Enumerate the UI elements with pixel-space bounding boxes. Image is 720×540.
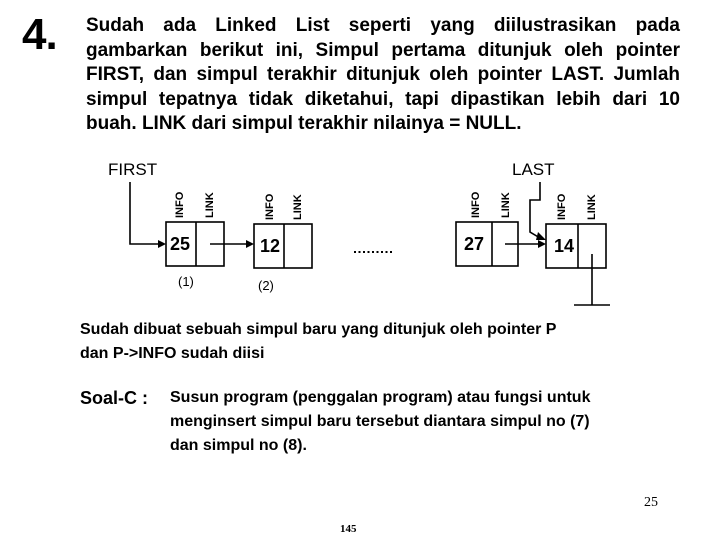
node-4-info-label: INFO xyxy=(556,193,568,220)
slide-number: 25 xyxy=(644,495,658,510)
question-text: Sudah ada Linked List seperti yang diilustrasikan pada gambarkan berikut ini, Simpul pertama ditunjuk oleh pointer FIRST, dan simpul terakhir ditunjuk oleh pointer LAST. Jumlah simpul tepatnya tidak diketahui, tapi dipastikan lebih dari 10 buah. LINK dari simpul terakhir nilainya = NULL. xyxy=(86,15,680,134)
last-arrowhead xyxy=(536,232,546,240)
node-1-info-label: INFO xyxy=(174,191,186,218)
node-2-link-label: LINK xyxy=(292,194,304,220)
node-2-info-label: INFO xyxy=(264,193,276,220)
first-label: FIRST xyxy=(108,160,158,179)
node-1-caption: (1) xyxy=(178,274,194,289)
soal-line-2: menginsert simpul baru tersebut diantara simpul no (7) xyxy=(170,413,590,430)
statement-line-1: Sudah dibuat sebuah simpul baru yang ditunjuk oleh pointer P xyxy=(80,321,557,338)
node-1-link-label: LINK xyxy=(204,192,216,218)
node-4-link-label: LINK xyxy=(586,194,598,220)
node-2-caption: (2) xyxy=(258,278,274,293)
last-label: LAST xyxy=(512,160,555,179)
node-3-value: 27 xyxy=(464,234,485,254)
question-number: 4. xyxy=(22,10,57,59)
statement-line-2: dan P->INFO sudah diisi xyxy=(80,345,265,362)
link-arrowhead-2 xyxy=(538,240,546,248)
soal-line-1: Susun program (penggalan program) atau fungsi untuk xyxy=(170,389,591,406)
soal-line-3: dan simpul no (8). xyxy=(170,437,307,454)
node-2-value: 12 xyxy=(260,236,281,256)
link-arrowhead-1 xyxy=(246,240,254,248)
node-1-value: 25 xyxy=(170,234,191,254)
soal-label: Soal-C : xyxy=(80,388,149,408)
node-3-link-label: LINK xyxy=(500,192,512,218)
node-3-info-label: INFO xyxy=(470,191,482,218)
node-4-value: 14 xyxy=(554,236,575,256)
page-number: 145 xyxy=(340,523,357,535)
first-arrowhead xyxy=(158,240,166,248)
